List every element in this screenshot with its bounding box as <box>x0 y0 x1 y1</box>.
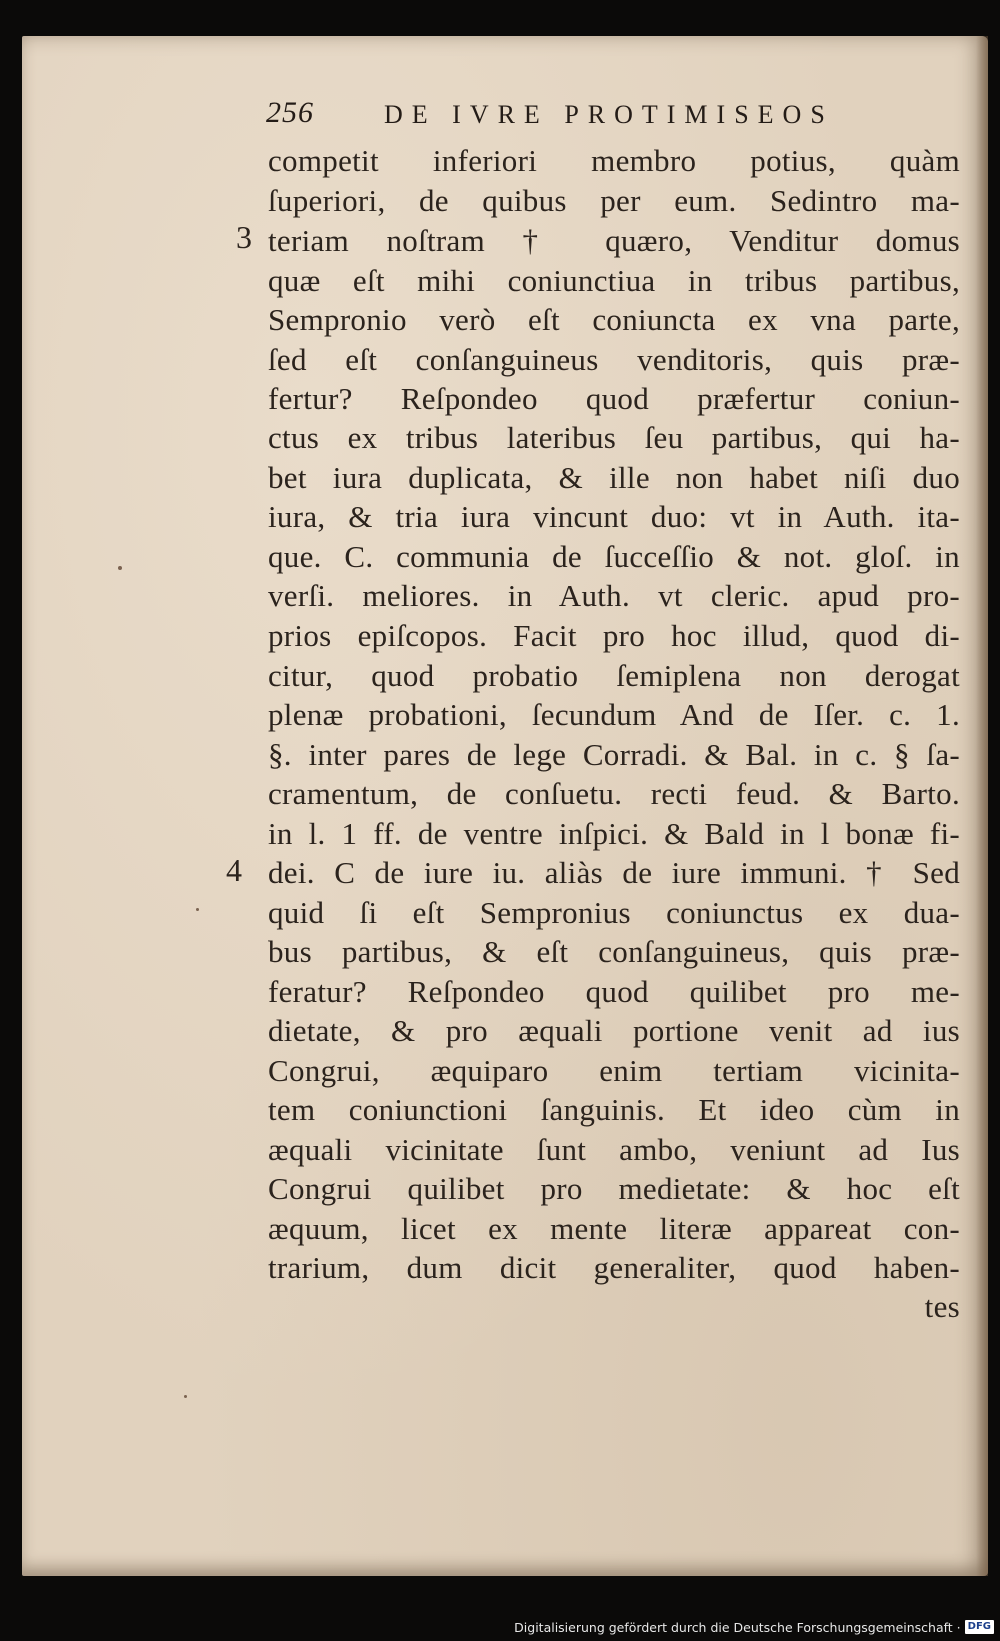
text-line: verſi. meliores. in Auth. vt cleric. apud pro- <box>268 578 960 613</box>
text-line: feratur? Reſpondeo quod quilibet pro me- <box>268 974 960 1009</box>
text-line: tem coniunctioni ſanguinis. Et ideo cùm in <box>268 1092 960 1127</box>
dfg-logo: DFG <box>965 1620 994 1634</box>
text-line: dei. C de iure iu. aliàs de iure immuni. † Sed <box>268 855 960 890</box>
margin-note-number: 4 <box>226 852 242 888</box>
paper-speck <box>196 908 199 911</box>
text-line: §. inter pares de lege Corradi. & Bal. in c. § ſa- <box>268 737 960 772</box>
text-line: iura, & tria iura vincunt duo: vt in Auth. ita- <box>268 499 960 534</box>
text-line: quæ eſt mihi coniunctiua in tribus partibus, <box>268 263 960 298</box>
running-title: DE IVRE PROTIMISEOS <box>384 100 834 129</box>
page-number: 256 <box>266 96 314 129</box>
text-line: fertur? Reſpondeo quod præfertur coniun- <box>268 381 960 416</box>
text-line: ctus ex tribus lateribus ſeu partibus, qui ha- <box>268 420 960 455</box>
text-line: Congrui quilibet pro medietate: & hoc eſt <box>268 1171 960 1206</box>
text-line: citur, quod probatio ſemiplena non derogat <box>268 658 960 693</box>
text-line: prios epiſcopos. Facit pro hoc illud, quod di- <box>268 618 960 653</box>
text-line: quid ſi eſt Sempronius coniunctus ex dua- <box>268 895 960 930</box>
text-line: in l. 1 ff. de ventre inſpici. & Bald in l bonæ fi- <box>268 816 960 851</box>
catchword: tes <box>924 1289 960 1324</box>
text-line: Sempronio verò eſt coniuncta ex vna parte, <box>268 302 960 337</box>
page-edge-shadow <box>976 36 988 1576</box>
text-line: æquali vicinitate ſunt ambo, veniunt ad Ius <box>268 1132 960 1167</box>
text-line: ſuperiori, de quibus per eum. Sedintro ma- <box>268 183 960 218</box>
text-line: bus partibus, & eſt conſanguineus, quis præ- <box>268 934 960 969</box>
text-line: bet iura duplicata, & ille non habet niſi duo <box>268 460 960 495</box>
text-line: trarium, dum dicit generaliter, quod haben- <box>268 1250 960 1285</box>
text-line: que. C. communia de ſucceſſio & not. gloſ. in <box>268 539 960 574</box>
credit-text: Digitalisierung gefördert durch die Deutsche Forschungsgemeinschaft · <box>514 1619 961 1635</box>
text-line: Congrui, æquiparo enim tertiam vicinita- <box>268 1053 960 1088</box>
page-header <box>266 96 886 132</box>
margin-note-number: 3 <box>236 219 252 255</box>
text-line: plenæ probationi, ſecundum And de Iſer. c. 1. <box>268 697 960 732</box>
paper-speck <box>184 1395 187 1398</box>
paper-speck <box>118 566 122 570</box>
text-line: dietate, & pro æquali portione venit ad ius <box>268 1013 960 1048</box>
text-line: ſed eſt conſanguineus venditoris, quis præ- <box>268 342 960 377</box>
digitization-credit <box>514 1616 994 1638</box>
text-line: æquum, licet ex mente literæ appareat con- <box>268 1211 960 1246</box>
text-line: cramentum, de conſuetu. recti feud. & Barto. <box>268 776 960 811</box>
text-line: teriam noſtram † quæro, Venditur domus <box>268 223 960 258</box>
text-line: competit inferiori membro potius, quàm <box>268 143 960 178</box>
